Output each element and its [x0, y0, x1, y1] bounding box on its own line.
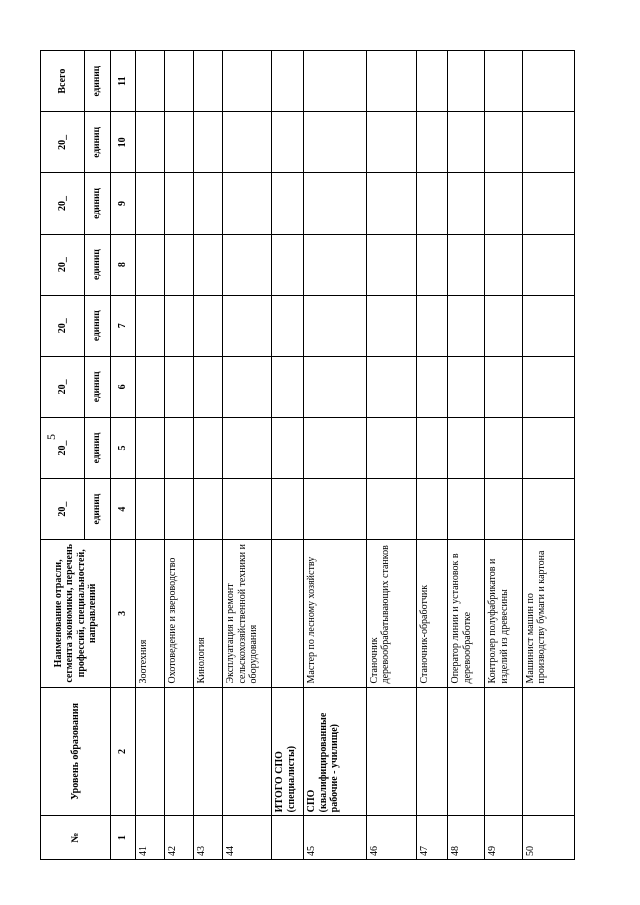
education-table: [40, 50, 575, 860]
row-no: 49: [485, 816, 522, 860]
column-number: 1: [111, 816, 136, 860]
row-level: [416, 687, 447, 816]
column-number: 10: [111, 112, 136, 173]
header-unit: единиц: [85, 112, 111, 173]
row-level: [194, 687, 223, 816]
row-no: 43: [194, 816, 223, 860]
total-row: [272, 51, 304, 860]
row-level: [522, 687, 574, 816]
header-year: 20_: [41, 295, 85, 356]
row-level: СПО (квалифицированные рабочие - училище): [304, 687, 366, 816]
row-level: ИТОГО СПО (специалисты): [272, 687, 304, 816]
row-name: Кинология: [194, 540, 223, 687]
row-name: [272, 540, 304, 687]
row-no: 45: [304, 816, 366, 860]
table-row: [416, 51, 447, 860]
header-unit: единиц: [85, 234, 111, 295]
column-number: 9: [111, 173, 136, 234]
table-row: [135, 51, 164, 860]
row-level: [135, 687, 164, 816]
header-year: 20_: [41, 479, 85, 540]
header-unit: единиц: [85, 295, 111, 356]
table-row: [366, 51, 416, 860]
column-number: 3: [111, 540, 136, 687]
table-row: [194, 51, 223, 860]
column-number: 4: [111, 479, 136, 540]
table-row: [485, 51, 522, 860]
header-level: Уровень образования: [41, 687, 111, 816]
column-number: 2: [111, 687, 136, 816]
table-row: [223, 51, 272, 860]
row-name: Эксплуатация и ремонт сельскохозяйственной техники и оборудования: [223, 540, 272, 687]
row-no: 44: [223, 816, 272, 860]
row-no: 41: [135, 816, 164, 860]
header-total: Всего: [41, 51, 85, 112]
row-name: Оператор линии и установок в деревообработке: [448, 540, 485, 687]
column-number: 6: [111, 356, 136, 417]
table-row: [522, 51, 574, 860]
row-level: [165, 687, 194, 816]
row-no: [272, 816, 304, 860]
row-name: Машинист машин по производству бумаги и картона: [522, 540, 574, 687]
column-number: 5: [111, 417, 136, 478]
header-year: 20_: [41, 417, 85, 478]
row-name: Мастер по лесному хозяйству: [304, 540, 366, 687]
row-no: 47: [416, 816, 447, 860]
table-row: [165, 51, 194, 860]
column-number: 11: [111, 51, 136, 112]
header-year: 20_: [41, 234, 85, 295]
column-number: 7: [111, 295, 136, 356]
row-name: Станочник-обработчик: [416, 540, 447, 687]
row-name: Контролер полуфабрикатов и изделий из древесины: [485, 540, 522, 687]
row-no: 50: [522, 816, 574, 860]
row-level: [448, 687, 485, 816]
row-level: [485, 687, 522, 816]
row-no: 46: [366, 816, 416, 860]
header-no: №: [41, 816, 111, 860]
header-year: 20_: [41, 112, 85, 173]
header-unit: единиц: [85, 51, 111, 112]
row-name: Станочник деревообрабатывающих станков: [366, 540, 416, 687]
table-container: [40, 50, 575, 860]
column-number: 8: [111, 234, 136, 295]
row-level: [223, 687, 272, 816]
row-no: 48: [448, 816, 485, 860]
header-unit: единиц: [85, 417, 111, 478]
table-row: [448, 51, 485, 860]
row-level: [366, 687, 416, 816]
header-year: 20_: [41, 356, 85, 417]
header-unit: единиц: [85, 173, 111, 234]
header-unit: единиц: [85, 356, 111, 417]
header-year: 20_: [41, 173, 85, 234]
row-name: Зоотехния: [135, 540, 164, 687]
table-row: [304, 51, 366, 860]
row-name: Охотоведение и звероводство: [165, 540, 194, 687]
header-name: Наименование отрасли, сегмента экономики, перечень профессий, специальностей, направлений: [41, 540, 111, 687]
page-number: 5: [44, 434, 58, 440]
row-no: 42: [165, 816, 194, 860]
header-unit: единиц: [85, 479, 111, 540]
